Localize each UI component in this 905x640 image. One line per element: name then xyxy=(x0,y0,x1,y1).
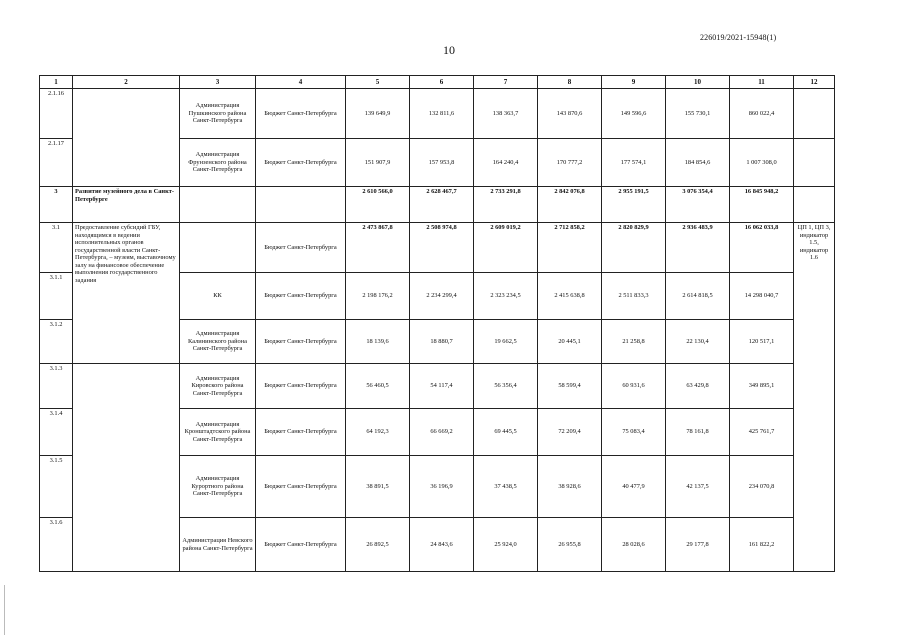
row-value: 2 733 291,8 xyxy=(474,187,538,223)
row-value: 19 662,5 xyxy=(474,320,538,364)
row-name: Развитие музейного дела в Санкт-Петербурге xyxy=(73,187,180,223)
row-number: 3.1.3 xyxy=(40,364,73,409)
row-value: 177 574,1 xyxy=(602,139,666,187)
row-value: 860 022,4 xyxy=(730,89,794,139)
row-name-empty xyxy=(73,456,180,518)
row-source: Бюджет Санкт-Петербурга xyxy=(256,364,346,409)
row-value: 2 323 234,5 xyxy=(474,273,538,320)
table-row xyxy=(40,89,835,139)
row-value: 139 649,9 xyxy=(346,89,410,139)
row-executor: Администрация Калининского района Санкт-Петербурга xyxy=(180,320,256,364)
column-header: 8 xyxy=(538,76,602,89)
row-executor: Администрация Курортного района Санкт-Петербурга xyxy=(180,456,256,518)
row-value: 24 843,6 xyxy=(410,518,474,572)
document-number: 226019/2021-15948(1) xyxy=(700,33,777,42)
row-indicator: ЦП 1, ЦП 3, индикатор 1.5, индикатор 1.6 xyxy=(794,223,835,572)
row-value: 14 298 040,7 xyxy=(730,273,794,320)
row-value: 155 730,1 xyxy=(666,89,730,139)
row-value: 2 955 191,5 xyxy=(602,187,666,223)
row-executor: КК xyxy=(180,273,256,320)
row-value: 26 955,8 xyxy=(538,518,602,572)
row-name-empty xyxy=(73,518,180,572)
table-row xyxy=(40,456,835,518)
row-value: 60 931,6 xyxy=(602,364,666,409)
row-number: 2.1.17 xyxy=(40,139,73,187)
row-number: 3.1.1 xyxy=(40,273,73,320)
column-header: 6 xyxy=(410,76,474,89)
row-value: 132 811,6 xyxy=(410,89,474,139)
row-value: 1 007 308,0 xyxy=(730,139,794,187)
row-source: Бюджет Санкт-Петербурга xyxy=(256,223,346,273)
row-value: 149 596,6 xyxy=(602,89,666,139)
row-value: 234 070,8 xyxy=(730,456,794,518)
row-value: 64 192,3 xyxy=(346,409,410,456)
row-value: 157 953,8 xyxy=(410,139,474,187)
row-source: Бюджет Санкт-Петербурга xyxy=(256,409,346,456)
row-name-empty xyxy=(73,409,180,456)
row-value: 143 870,6 xyxy=(538,89,602,139)
column-header: 11 xyxy=(730,76,794,89)
row-name xyxy=(73,89,180,187)
row-source: Бюджет Санкт-Петербурга xyxy=(256,456,346,518)
program-financing-table xyxy=(39,75,835,572)
column-header: 5 xyxy=(346,76,410,89)
row-value: 54 117,4 xyxy=(410,364,474,409)
row-value: 18 139,6 xyxy=(346,320,410,364)
row-value: 2 842 076,8 xyxy=(538,187,602,223)
row-value: 16 845 948,2 xyxy=(730,187,794,223)
row-value: 40 477,9 xyxy=(602,456,666,518)
table-row xyxy=(40,518,835,572)
row-indicator xyxy=(794,89,835,139)
row-value: 20 445,1 xyxy=(538,320,602,364)
row-executor xyxy=(180,223,256,273)
row-source: Бюджет Санкт-Петербурга xyxy=(256,89,346,139)
column-header: 1 xyxy=(40,76,73,89)
row-value: 36 196,9 xyxy=(410,456,474,518)
row-number: 3 xyxy=(40,187,73,223)
column-header: 12 xyxy=(794,76,835,89)
row-source xyxy=(256,187,346,223)
scan-artifact xyxy=(4,585,5,635)
row-value: 3 076 354,4 xyxy=(666,187,730,223)
row-value: 2 508 974,8 xyxy=(410,223,474,273)
row-value: 349 895,1 xyxy=(730,364,794,409)
row-source: Бюджет Санкт-Петербурга xyxy=(256,320,346,364)
row-value: 63 429,8 xyxy=(666,364,730,409)
row-value: 22 130,4 xyxy=(666,320,730,364)
row-value: 21 258,8 xyxy=(602,320,666,364)
row-value: 2 712 858,2 xyxy=(538,223,602,273)
row-executor: Администрация Кронштадтского района Санкт-Петербурга xyxy=(180,409,256,456)
row-value: 120 517,1 xyxy=(730,320,794,364)
row-value: 425 761,7 xyxy=(730,409,794,456)
row-value: 2 473 867,8 xyxy=(346,223,410,273)
table-row xyxy=(40,187,835,223)
row-executor: Администрация Пушкинского района Санкт-Петербурга xyxy=(180,89,256,139)
table-row xyxy=(40,364,835,409)
row-indicator xyxy=(794,139,835,187)
table-row xyxy=(40,223,835,273)
column-header: 9 xyxy=(602,76,666,89)
row-value: 18 880,7 xyxy=(410,320,474,364)
row-value: 184 854,6 xyxy=(666,139,730,187)
row-value: 38 928,6 xyxy=(538,456,602,518)
column-header: 4 xyxy=(256,76,346,89)
column-header: 10 xyxy=(666,76,730,89)
row-value: 138 363,7 xyxy=(474,89,538,139)
row-value: 2 936 483,9 xyxy=(666,223,730,273)
row-source: Бюджет Санкт-Петербурга xyxy=(256,139,346,187)
row-number: 3.1.5 xyxy=(40,456,73,518)
page-number: 10 xyxy=(443,43,455,57)
row-value: 2 198 176,2 xyxy=(346,273,410,320)
row-value: 2 820 829,9 xyxy=(602,223,666,273)
row-value: 66 669,2 xyxy=(410,409,474,456)
row-value: 2 610 566,0 xyxy=(346,187,410,223)
row-executor: Администрация Фрунзенского района Санкт-Петербурга xyxy=(180,139,256,187)
row-value: 2 609 019,2 xyxy=(474,223,538,273)
table-row xyxy=(40,409,835,456)
row-executor: Администрация Кировского района Санкт-Петербурга xyxy=(180,364,256,409)
row-value: 170 777,2 xyxy=(538,139,602,187)
row-value: 75 083,4 xyxy=(602,409,666,456)
row-executor xyxy=(180,187,256,223)
column-header: 3 xyxy=(180,76,256,89)
row-value: 56 356,4 xyxy=(474,364,538,409)
row-value: 69 445,5 xyxy=(474,409,538,456)
row-value: 164 240,4 xyxy=(474,139,538,187)
row-value: 58 599,4 xyxy=(538,364,602,409)
column-header: 7 xyxy=(474,76,538,89)
row-value: 38 891,5 xyxy=(346,456,410,518)
row-value: 72 209,4 xyxy=(538,409,602,456)
row-value: 56 460,5 xyxy=(346,364,410,409)
row-value: 151 907,9 xyxy=(346,139,410,187)
row-executor: Администрация Невского района Санкт-Петербурга xyxy=(180,518,256,572)
row-name: Предоставление субсидий ГБУ, находящимся в ведении исполнительных органов государственной власти Санкт-Петербурга, – музеям, выставочному залу на финансовое обеспечение выполнения государственного задания xyxy=(73,223,180,364)
row-value: 2 628 467,7 xyxy=(410,187,474,223)
row-source: Бюджет Санкт-Петербурга xyxy=(256,518,346,572)
row-value: 37 438,5 xyxy=(474,456,538,518)
row-source: Бюджет Санкт-Петербурга xyxy=(256,273,346,320)
column-header: 2 xyxy=(73,76,180,89)
row-value: 2 415 638,8 xyxy=(538,273,602,320)
row-value: 2 511 833,3 xyxy=(602,273,666,320)
row-indicator xyxy=(794,187,835,223)
row-value: 161 822,2 xyxy=(730,518,794,572)
row-name-empty xyxy=(73,364,180,409)
row-number: 3.1 xyxy=(40,223,73,273)
row-number: 2.1.16 xyxy=(40,89,73,139)
row-value: 16 062 033,8 xyxy=(730,223,794,273)
row-number: 3.1.6 xyxy=(40,518,73,572)
row-value: 26 892,5 xyxy=(346,518,410,572)
row-value: 25 924,0 xyxy=(474,518,538,572)
row-value: 2 614 818,5 xyxy=(666,273,730,320)
row-value: 29 177,8 xyxy=(666,518,730,572)
column-number-row xyxy=(40,76,835,89)
row-value: 42 137,5 xyxy=(666,456,730,518)
row-value: 78 161,8 xyxy=(666,409,730,456)
row-number: 3.1.4 xyxy=(40,409,73,456)
row-number: 3.1.2 xyxy=(40,320,73,364)
row-value: 2 234 299,4 xyxy=(410,273,474,320)
row-value: 28 028,6 xyxy=(602,518,666,572)
